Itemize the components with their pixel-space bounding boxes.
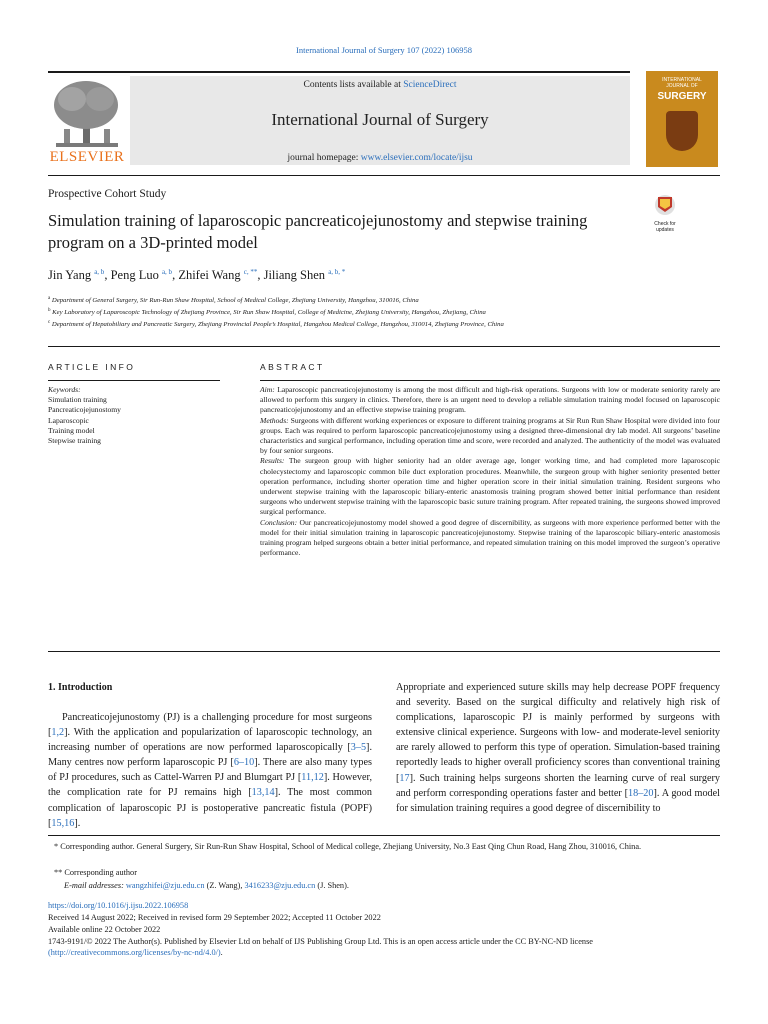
email-link[interactable]: wangzhifei@zju.edu.cn [125, 881, 205, 890]
doi-link[interactable]: https://doi.org/10.1016/j.ijsu.2022.106958 [48, 901, 189, 910]
footnote-corresponding-1: * Corresponding author. General Surgery, Sir Run-Run Shaw Hospital, School of Medical college, Zhejiang University, No.3 East Qing Chun Road, Hang Zhou, 310016, China. [54, 842, 642, 851]
email-link[interactable]: 3416233@zju.edu.cn [244, 881, 316, 890]
article-category: Prospective Cohort Study [48, 188, 167, 200]
contents-line: Contents lists available at ScienceDirect [303, 80, 457, 90]
cover-emblem-icon [666, 111, 698, 151]
section-heading: 1. Introduction [48, 682, 113, 693]
author-name[interactable]: Jin Yang [48, 268, 92, 283]
check-for-updates-button[interactable] [650, 194, 680, 233]
cover-line-1: INTERNATIONAL JOURNAL OF [662, 77, 702, 89]
sciencedirect-link[interactable]: ScienceDirect [403, 80, 457, 90]
right-column [396, 680, 720, 816]
available-online: Available online 22 October 2022 [48, 925, 161, 934]
homepage-line: journal homepage: www.elsevier.com/locate/ijsu [287, 153, 473, 163]
author-list: Jin Yang $^{a, b}$, Peng Luo $^{a, b}$, Zhifei Wang $^{c, **}$, Jiliang Shen $^{a, b, *}$ [48, 268, 346, 283]
intro-paragraph: Appropriate and experienced suture skills may help decrease POPF frequency and severity. Based on the surgical difficulty and relatively high risk of complications, laparoscopic PJ is mainly performed by surgeons with extensive clinical experience. Surgeons with low- and moderate-level seniority are rarely allowed to perform this type of operation. Simulation-based training reportedly leads to higher overall proficiency scores than conventional training [17]. Such training helps surgeons shorten the learning curve of real surgery and perform corresponding operations faster and better [18–20]. A good model for simulation training requires a good degree of discernibility to [396, 682, 721, 814]
masthead [48, 71, 718, 169]
masthead-rule [48, 71, 630, 73]
citation-link[interactable]: 3–5 [350, 742, 367, 754]
affiliation: $^c$ Department of Hepatobiliary and Pancreatic Surgery, Zhejiang Provincial People’s Hospital, Hangzhou Medical College, Hangzhou, 310014, Zhejiang Province, China [48, 320, 504, 329]
article-info-rule [48, 380, 220, 381]
keywords-label: Keywords: [48, 385, 81, 394]
citation-link[interactable]: 13,14 [251, 787, 275, 799]
author-affiliation-mark[interactable]: c, ** [243, 268, 258, 276]
article-info-heading: ARTICLE INFO [48, 362, 136, 372]
license-link[interactable]: (http://creativecommons.org/licenses/by-nc-nd/4.0/) [48, 948, 221, 958]
citation-link[interactable]: 11,12 [301, 772, 324, 784]
homepage-link[interactable]: www.elsevier.com/locate/ijsu [360, 153, 473, 163]
license-text: 1743-9191/© 2022 The Author(s). Published by Elsevier Ltd on behalf of IJS Publishing Group Ltd. This is an open access article under the CC BY-NC-ND license (http://creativecommons.org/licenses/by-nc-nd/4.0/). [48, 937, 593, 958]
affiliation: $^a$ Department of General Surgery, Sir Run-Run Shaw Hospital, School of Medical College, Zhejiang University, Hangzhou, 310016, China [48, 296, 419, 305]
crossmark-label: Check for updates [654, 221, 676, 233]
header-rule [48, 346, 720, 347]
keyword: Simulation training [48, 395, 107, 405]
left-column [48, 710, 372, 831]
keyword: Stepwise training [48, 436, 101, 446]
citation-link[interactable]: 17 [399, 772, 410, 784]
abstract-bottom-rule [48, 651, 720, 652]
citation-link[interactable]: 6–10 [233, 757, 255, 769]
crossmark-icon [650, 194, 680, 216]
abstract-conclusion: Conclusion: Our pancreaticojejunostomy model showed a good degree of discernibility, as surgeons with more experience performed better with the model for their initial simulation training in laparoscopic pancreaticojejunostomy. Stepwise training of the laparoscopic biliary-enteric anastomosis training program helped surgeons obtain a better initial performance, and repeated simulation training on this model improved the surgeon’s operative performance. [260, 517, 720, 558]
author-affiliation-mark[interactable]: a, b, * [328, 268, 346, 276]
received-dates: Received 14 August 2022; Received in revised form 29 September 2022; Accepted 11 October 2022 [48, 913, 381, 922]
citation-link[interactable]: 18–20 [628, 787, 654, 799]
footnote-corresponding-2: ** Corresponding author [54, 868, 137, 877]
abstract-methods: Methods: Surgeons with different working experiences or exposure to different training programs at Sir Run Run Shaw Hospital were divided into four groups. Each was required to perform laparoscopic pancreaticojejunostomy using a designed three-dimensional dry lab model. All surgeons’ baseline characteristics and surgical performance, including operation time and score, were recorded and analyzed. The authenticity of the model was evaluated by four senior surgeons. [260, 415, 720, 456]
author-affiliation-mark[interactable]: a, b [161, 268, 173, 276]
intro-paragraph: Pancreaticojejunostomy (PJ) is a challenging procedure for most surgeons [1,2]. With the application and popularization of laparoscopic technology, an increasing number of operations are now performed laparoscopically [3–5]. Many centres now perform laparoscopic PJ [6–10]. There are also many types of PJ procedures, such as Cattel-Warren PJ and Blumgart PJ [11,12]. However, the complication rate for PJ remains high [13,14]. The most common complication of laparoscopic PJ is postoperative pancreatic fistula (POPF) [15,16]. [48, 712, 372, 829]
journal-title: International Journal of Surgery [271, 110, 489, 129]
footnote-rule [48, 835, 720, 836]
keyword: Pancreaticojejunostomy [48, 405, 121, 415]
keyword: Laparoscopic [48, 415, 89, 425]
citation-link[interactable]: 15,16 [51, 817, 75, 829]
author-name[interactable]: Peng Luo [110, 268, 159, 283]
journal-citation[interactable]: International Journal of Surgery 107 (2022) 106958 [296, 45, 472, 55]
abstract-results: Results: The surgeon group with higher seniority had an older average age, longer working time, and had completed more laparoscopic cholecystectomy and laparoscopic common bile duct exploration procedures. Meanwhile, the surgeon group with higher seniority presented better operation performance, including shorter operation time and higher operation score in their initial simulation training. Resident surgeons who underwent stepwise training with the laparoscopic biliary-enteric anastomosis training program showed better initial performance than resident surgeons who underwent stepwise training with the laparoscopic basic suture training program. After repeated training, the surgeons showed improved surgical performance. [260, 456, 720, 517]
journal-cover-image[interactable] [646, 71, 718, 167]
keyword: Training model [48, 425, 95, 435]
cover-line-2: SURGERY [657, 91, 707, 102]
article-title: Simulation training of laparoscopic pancreaticojejunostomy and stepwise training program on a 3D-printed model [48, 211, 588, 252]
affiliation: $^b$ Key Laboratory of Laparoscopic Technology of Zhejiang Province, Sir Run Shaw Hospital, College of Medicine, Zhejiang University, Hangzhou, Zhejiang, China [48, 308, 486, 317]
citation-link[interactable]: 1,2 [51, 727, 65, 739]
masthead-bottom-rule [48, 175, 720, 176]
journal-banner [130, 76, 630, 165]
author-name[interactable]: Jiliang Shen [263, 268, 326, 283]
author-affiliation-mark[interactable]: a, b [94, 268, 105, 276]
abstract-aim: Aim: Laparoscopic pancreaticojejunostomy is among the most difficult and high-risk operations. Surgeons with low or moderate seniority rarely are allowed to perform this surgery in clinics. Therefore, there is an urgent need to develop a reliable simulation training model focused on laparoscopic pancreaticojejunostomy and an effective stepwise training program. [260, 385, 720, 415]
abstract-rule [260, 380, 720, 381]
author-name[interactable]: Zhifei Wang [178, 268, 241, 283]
keywords-block [48, 385, 121, 446]
abstract-heading: ABSTRACT [260, 362, 325, 372]
abstract-body [260, 385, 720, 558]
publisher-logo-text: ELSEVIER [49, 149, 125, 165]
footnote-emails: E-mail addresses: wangzhifei@zju.edu.cn (Z. Wang), 3416233@zju.edu.cn (J. Shen). [64, 881, 349, 890]
